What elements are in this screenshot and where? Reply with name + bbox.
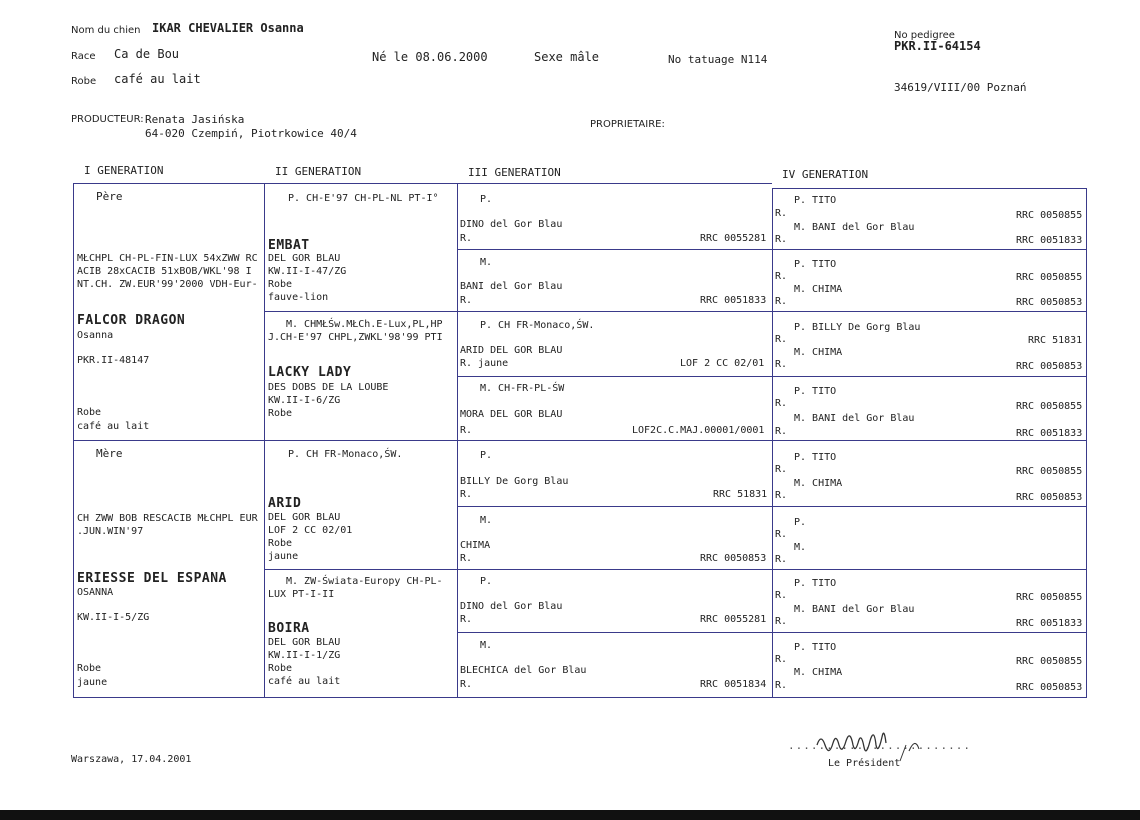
dog-name-label: Nom du chien	[71, 25, 141, 36]
gen2-titles	[268, 318, 443, 344]
gen4-dam: M. CHIMA	[794, 284, 843, 295]
gen4-sire: P. TITO	[794, 578, 837, 589]
grid-line	[73, 183, 772, 184]
gen4-dam: M. CHIMA	[794, 667, 843, 678]
gen4-r-label: R.	[775, 234, 788, 245]
gen4-r-label: R.	[775, 426, 788, 437]
gen2-detail-line: DEL GOR BLAU	[268, 637, 341, 648]
gen3-registration: LOF 2 CC 02/01	[680, 358, 765, 369]
father-titles	[77, 252, 258, 291]
pedigree-number: PKR.II-64154	[894, 39, 981, 53]
gen2-detail-line: KW.II-I-6/ZG	[268, 395, 341, 406]
gen4-sire-registration: RRC 0050855	[1016, 272, 1083, 283]
gen2-detail-line: Robe	[268, 408, 293, 419]
producer-label: PRODUCTEUR:	[71, 114, 144, 125]
gen2-detail-line: KW.II-I-47/ZG	[268, 266, 347, 277]
gen4-sire: P. TITO	[794, 386, 837, 397]
race-value: Ca de Bou	[114, 47, 180, 61]
gen4-dam-registration: RRC 0050853	[1016, 492, 1083, 503]
gen3-parent-label: M. CH-FR-PL-ŚW	[480, 383, 565, 394]
gen2-name: ARID	[268, 496, 302, 511]
gen2-titles: P. CH-E'97 CH-PL-NL PT-I°	[288, 193, 439, 204]
father-title-line: NT.CH. ZW.EUR'99'2000 VDH-Eur-	[77, 279, 258, 290]
gen4-r-label: R.	[775, 398, 788, 409]
gen4-dam-registration: RRC 0050853	[1016, 682, 1083, 693]
gen3-registration: RRC 51831	[713, 489, 768, 500]
gen4-sire-registration: RRC 0050855	[1016, 592, 1083, 603]
gen4-sire: P. TITO	[794, 452, 837, 463]
gen2-name: BOIRA	[268, 621, 310, 636]
gen3-parent-label: M.	[480, 515, 493, 526]
gen4-sire: P. TITO	[794, 259, 837, 270]
birth-date: Né le 08.06.2000	[372, 50, 488, 64]
robe-label: Robe	[71, 76, 97, 87]
gen4-sire: P. TITO	[794, 195, 837, 206]
gen3-robe-label: R.	[460, 425, 473, 436]
gen3-robe-label: R.	[460, 295, 473, 306]
gen2-details	[268, 252, 346, 304]
gen4-dam: M. CHIMA	[794, 347, 843, 358]
registration-ref: 34619/VIII/00 Poznań	[894, 81, 1027, 94]
gen3-parent-label: P.	[480, 194, 493, 205]
gen4-dam: M. BANI del Gor Blau	[794, 413, 915, 424]
gen2-detail-line: fauve-lion	[268, 292, 329, 303]
grid-line	[457, 506, 1086, 507]
gen3-robe-label: R.	[460, 679, 473, 690]
gen3-robe-label: R.	[460, 553, 473, 564]
father-robe: café au lait	[77, 421, 150, 432]
gen4-dam: M. BANI del Gor Blau	[794, 604, 915, 615]
grid-line	[772, 188, 773, 697]
gen4-sire-registration: RRC 0050855	[1016, 401, 1083, 412]
scan-bottom-edge	[0, 810, 1140, 820]
gen3-registration: RRC 0050853	[700, 553, 767, 564]
grid-line	[73, 440, 1086, 441]
president-label: Le Président	[828, 758, 901, 769]
race-label: Race	[71, 51, 96, 62]
mother-robe-label: Robe	[77, 663, 102, 674]
gen3-name: MORA DEL GOR BLAU	[460, 409, 563, 420]
gen4-r-label: R.	[775, 490, 788, 501]
gen4-r-label: R.	[775, 208, 788, 219]
gen2-details	[268, 511, 352, 563]
gen3-registration: RRC 0051833	[700, 295, 767, 306]
grid-line	[457, 632, 1086, 633]
grid-line	[772, 188, 1086, 189]
father-title-line: ACIB 28xCACIB 51xBOB/WKL'98 I	[77, 266, 252, 277]
gen4-dam-registration: RRC 0050853	[1016, 361, 1083, 372]
gen2-detail-line: LOF 2 CC 02/01	[268, 525, 353, 536]
gen4-sire-registration: RRC 0050855	[1016, 210, 1083, 221]
mother-role: Mère	[96, 447, 123, 460]
gen3-parent-label: P. CH FR-Monaco,ŚW.	[480, 320, 595, 331]
gen4-r-label: R.	[775, 464, 788, 475]
gen3-parent-label: M.	[480, 640, 493, 651]
gen2-details	[268, 636, 340, 688]
gen4-r-label: R.	[775, 359, 788, 370]
gen2-details	[268, 381, 388, 420]
gen3-parent-label: P.	[480, 576, 493, 587]
gen2-title-line: M. CHMŁŚw.MŁCh.E-Lux,PL,HP	[286, 319, 443, 330]
gen4-r-label: R.	[775, 334, 788, 345]
grid-line	[1086, 188, 1087, 698]
gen4-r-label: R.	[775, 296, 788, 307]
gen3-robe-label: R. jaune	[460, 358, 509, 369]
grid-line	[264, 311, 1086, 312]
signature-dotted-line: ························	[788, 742, 971, 755]
gen2-detail-line: Robe	[268, 279, 293, 290]
mother-robe: jaune	[77, 677, 108, 688]
gen4-dam-registration: RRC 0051833	[1016, 618, 1083, 629]
gen4-r-label: R.	[775, 529, 788, 540]
grid-line	[73, 697, 1086, 698]
gen2-title-line: M. ZW-Świata-Europy CH-PL-	[286, 576, 443, 587]
gen3-robe-label: R.	[460, 233, 473, 244]
gen3-parent-label: P.	[480, 450, 493, 461]
gen2-name: EMBAT	[268, 238, 310, 253]
gen3-parent-label: M.	[480, 257, 493, 268]
gen3-registration: RRC 0051834	[700, 679, 767, 690]
gen2-detail-line: Robe	[268, 663, 293, 674]
gen3-registration: RRC 0055281	[700, 614, 767, 625]
generation-header-1: I GENERATION	[84, 164, 164, 177]
gen2-title-line: J.CH-E'97 CHPL,ZWKL'98'99 PTI	[268, 332, 443, 343]
grid-line	[457, 376, 1086, 377]
gen2-title-line: LUX PT-I-II	[268, 589, 335, 600]
place-and-date: Warszawa, 17.04.2001	[71, 754, 192, 765]
gen2-detail-line: Robe	[268, 538, 293, 549]
gen3-name: CHIMA	[460, 540, 491, 551]
sex: Sexe mâle	[534, 50, 600, 64]
gen4-dam: M. CHIMA	[794, 478, 843, 489]
father-kennel: Osanna	[77, 330, 114, 341]
gen3-robe-label: R.	[460, 489, 473, 500]
gen2-detail-line: DEL GOR BLAU	[268, 512, 341, 523]
gen3-name: BLECHICA del Gor Blau	[460, 665, 587, 676]
tattoo-number: No tatuage N114	[668, 53, 768, 66]
mother-registration: KW.II-I-5/ZG	[77, 612, 150, 623]
gen3-registration: RRC 0055281	[700, 233, 767, 244]
gen4-dam-registration: RRC 0051833	[1016, 235, 1083, 246]
gen3-name: BILLY De Gorg Blau	[460, 476, 569, 487]
generation-header-2: II GENERATION	[275, 165, 362, 178]
gen4-dam: M.	[794, 542, 807, 553]
dog-name: IKAR CHEVALIER Osanna	[152, 21, 304, 35]
gen2-detail-line: café au lait	[268, 676, 341, 687]
grid-line	[264, 569, 1086, 570]
mother-kennel: OSANNA	[77, 587, 114, 598]
gen4-sire: P. TITO	[794, 642, 837, 653]
gen4-sire-registration: RRC 0050855	[1016, 656, 1083, 667]
grid-line	[457, 249, 1086, 250]
gen4-dam-registration: RRC 0051833	[1016, 428, 1083, 439]
gen4-r-label: R.	[775, 654, 788, 665]
father-title-line: MŁCHPL CH-PL-FIN-LUX 54xZWW RC	[77, 253, 258, 264]
gen2-titles	[268, 575, 443, 601]
father-robe-label: Robe	[77, 407, 102, 418]
generation-header-4: IV GENERATION	[782, 168, 869, 181]
gen4-sire-registration: RRC 0050855	[1016, 466, 1083, 477]
gen4-dam: M. BANI del Gor Blau	[794, 222, 915, 233]
gen4-sire: P.	[794, 517, 807, 528]
gen3-name: DINO del Gor Blau	[460, 601, 563, 612]
gen4-sire-registration: RRC 51831	[1028, 335, 1083, 346]
gen4-r-label: R.	[775, 271, 788, 282]
mother-title-line: CH ZWW BOB RESCACIB MŁCHPL EUR	[77, 513, 258, 524]
gen3-name: ARID DEL GOR BLAU	[460, 345, 563, 356]
owner-label: PROPRIETAIRE:	[590, 119, 665, 130]
gen4-dam-registration: RRC 0050853	[1016, 297, 1083, 308]
mother-titles	[77, 512, 258, 538]
father-registration: PKR.II-48147	[77, 355, 150, 366]
gen2-detail-line: KW.II-I-1/ZG	[268, 650, 341, 661]
gen4-r-label: R.	[775, 680, 788, 691]
producer-address: 64-020 Czempiń, Piotrkowice 40/4	[145, 127, 357, 140]
mother-title-line: .JUN.WIN'97	[77, 526, 144, 537]
gen2-detail-line: DEL GOR BLAU	[268, 253, 341, 264]
producer-name: Renata Jasińska	[145, 113, 245, 126]
father-name: FALCOR DRAGON	[77, 313, 186, 328]
pedigree-label: No pedigree	[894, 30, 955, 41]
gen2-detail-line: jaune	[268, 551, 299, 562]
father-role: Père	[96, 190, 123, 203]
gen2-detail-line: DES DOBS DE LA LOUBE	[268, 382, 389, 393]
gen4-r-label: R.	[775, 590, 788, 601]
gen2-titles: P. CH FR-Monaco,ŚW.	[288, 449, 403, 460]
robe-value: café au lait	[114, 72, 201, 86]
generation-header-3: III GENERATION	[468, 166, 561, 179]
gen3-name: DINO del Gor Blau	[460, 219, 563, 230]
mother-name: ERIESSE DEL ESPANA	[77, 571, 227, 586]
gen4-sire: P. BILLY De Gorg Blau	[794, 322, 921, 333]
gen3-name: BANI del Gor Blau	[460, 281, 563, 292]
gen3-registration: LOF2C.C.MAJ.00001/0001	[632, 425, 765, 436]
gen2-name: LACKY LADY	[268, 365, 352, 380]
gen4-r-label: R.	[775, 554, 788, 565]
gen3-robe-label: R.	[460, 614, 473, 625]
gen4-r-label: R.	[775, 616, 788, 627]
